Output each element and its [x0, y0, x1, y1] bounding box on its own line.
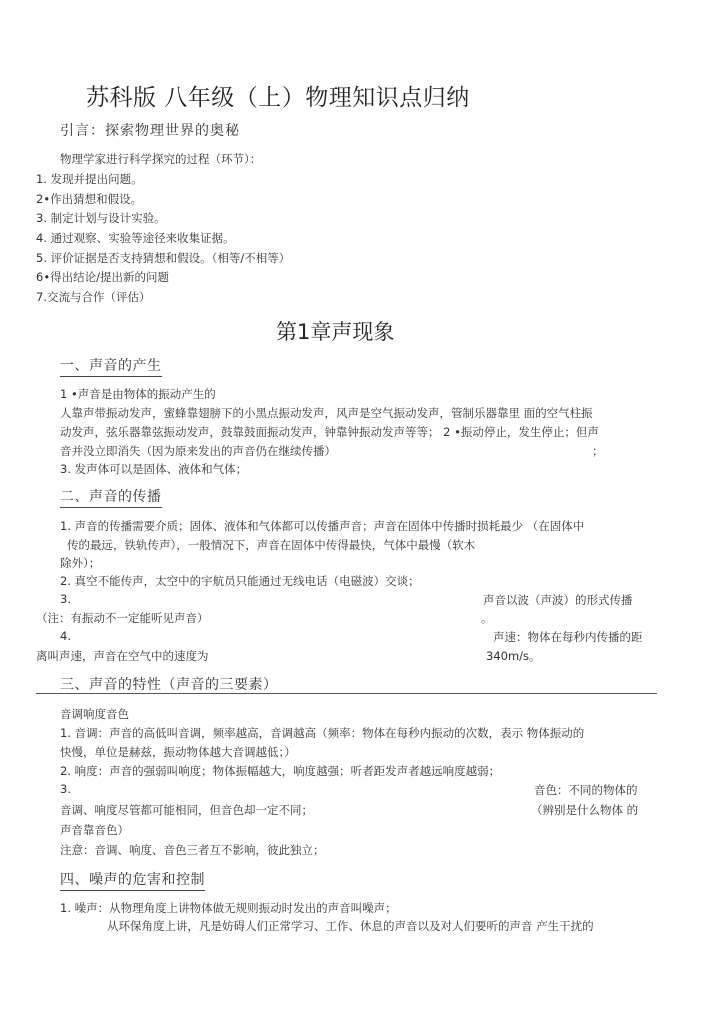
section-heading-sound-production: 一、声音的产生: [60, 355, 162, 377]
divider: [36, 693, 657, 694]
text-line: 从环保角度上讲，凡是妨碍人们正常学习、工作、休息的声音以及对人们要听的声音 产生干扰的: [107, 919, 594, 933]
process-step: 1. 发现并提出问题。: [36, 172, 143, 186]
text-line: 声速：物体在每秒内传播的距: [493, 630, 643, 644]
text-line: 1. 噪声：从物理角度上讲物体做无规则振动时发出的声音叫噪声；: [60, 901, 397, 915]
text-line: 动发声，弦乐器靠弦振动发声，鼓靠鼓面振动发声，钟靠钟振动发声等等； 2 •振动停止，发生停止；但声: [60, 425, 599, 439]
section-heading-sound-propagation: 二、声音的传播: [60, 486, 162, 508]
process-step: 6•得出结论/提出新的问题: [36, 270, 169, 284]
text-line: 2. 响度：声音的强弱叫响度；物体振幅越大，响度越强；听者距发声者越远响度越弱；: [60, 764, 501, 778]
process-step: 4. 通过观察、实验等途径来收集证据。: [36, 231, 235, 245]
page-title: 苏科版 八年级（上）物理知识点归纳: [86, 85, 470, 111]
text-line: 离叫声速，声音在空气中的速度为: [36, 649, 209, 663]
text-line: （注：有振动不一定能听见声音）: [36, 611, 209, 625]
process-step: 2•作出猜想和假设。: [36, 192, 143, 206]
text-line: 1. 音调：声音的高低叫音调，频率越高，音调越高（频率：物体在每秒内振动的次数，表示 物体振动的: [60, 726, 585, 740]
text-line: 4.: [60, 629, 71, 643]
chapter-title: 第1章声现象: [276, 320, 395, 344]
text-line: 快慢，单位是赫兹，振动物体越大音调越低；）: [60, 745, 296, 759]
process-heading: 物理学家进行科学探究的过程（环节）：: [60, 152, 262, 166]
text-line: 音调、响度尽管都可能相同，但音色却一定不同；: [60, 803, 313, 817]
process-step: 7.交流与合作（评估）: [36, 290, 151, 304]
text-line: 3. 发声体可以是固体、液体和气体；: [60, 462, 248, 476]
text-line: 传的最远，铁轨传声），一般情况下，声音在固体中传得最快，气体中最慢（软木: [67, 538, 476, 552]
text-line: （辨别是什么物体 的: [531, 803, 639, 817]
text-line: ；: [592, 444, 604, 458]
text-line: 340m/s。: [486, 649, 541, 663]
text-line: 。: [481, 611, 493, 625]
text-line: 人靠声带振动发声，蜜蜂靠翅膀下的小黑点振动发声，风声是空气振动发声，管制乐器靠里 面的空气柱振: [60, 406, 593, 420]
text-line: 音并没立即消失（因为原来发出的声音仍在继续传播）: [60, 444, 336, 458]
text-line: 音色：不同的物体的: [534, 783, 638, 797]
text-line: 除外）；: [60, 556, 101, 570]
section-heading-sound-characteristics: 三、声音的特性（声音的三要素）: [60, 677, 278, 693]
text-line: 注意：音调、响度、音色三者互不影响，彼此独立；: [60, 843, 325, 857]
text-line: 1 •声音是由物体的振动产生的: [60, 387, 216, 401]
text-line: 声音以波（声波）的形式传播: [483, 593, 633, 607]
text-line: 3.: [60, 782, 71, 796]
text-line: 2. 真空不能传声，太空中的宇航员只能通过无线电话（电磁波）交谈；: [60, 574, 420, 588]
text-line: 声音靠音色）: [60, 823, 129, 837]
text-line: 3.: [60, 592, 71, 606]
process-step: 5. 评价证据是否支持猜想和假设。（相等/不相等）: [36, 251, 291, 265]
text-line: 音调响度音色: [60, 707, 129, 721]
text-line: 1. 声音的传播需要介质；固体、液体和气体都可以传播声音；声音在固体中传播时损耗最少 （在固体中: [60, 519, 585, 533]
intro-heading: 引言：探索物理世界的奥秘: [60, 123, 240, 139]
section-heading-noise: 四、噪声的危害和控制: [60, 869, 205, 891]
process-step: 3. 制定计划与设计实验。: [36, 211, 166, 225]
